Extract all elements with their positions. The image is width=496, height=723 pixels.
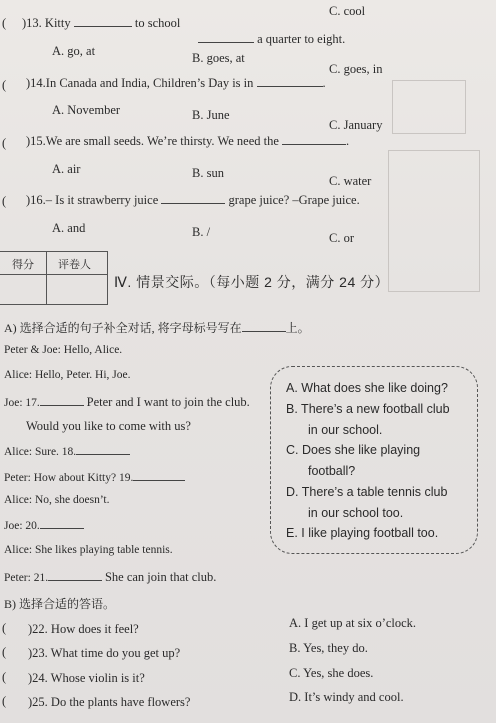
- q16-option-c: C. or: [329, 231, 354, 245]
- option-a: A. What does she like doing?: [286, 381, 448, 395]
- option-b-cont: in our school.: [308, 423, 383, 437]
- dialogue-line: Alice: She likes playing table tennis.: [4, 544, 173, 556]
- q15-option-c: C. water: [329, 174, 372, 188]
- q13-option-c: C. goes, in: [329, 62, 383, 76]
- answer-blank[interactable]: [74, 16, 132, 27]
- option-c: C. Does she like playing: [286, 443, 421, 457]
- answer-blank[interactable]: [76, 444, 130, 455]
- dialogue-line: Would you like to come with us?: [26, 419, 191, 433]
- q13-option-b: B. goes, at: [192, 51, 245, 65]
- q13-option-a: A. go, at: [52, 44, 96, 58]
- part-a-instruction: A) 选择合适的句子补全对话, 将字母标号写在 上。: [4, 321, 310, 335]
- answer-blank[interactable]: [40, 518, 84, 529]
- option-cool: C. cool: [329, 4, 366, 18]
- question-16: )16.– Is it strawberry juice grape juice? –Grape juice.: [26, 193, 360, 207]
- q16-option-b: B. /: [192, 225, 211, 239]
- option-d-cont: in our school too.: [308, 506, 404, 520]
- answer-paren: (: [2, 645, 7, 659]
- score-table: [0, 251, 108, 305]
- question-22: )22. How does it feel?: [28, 622, 139, 636]
- answer-paren: (: [2, 621, 7, 635]
- dialogue-line: Joe: 17. Peter and I want to join the club.: [4, 395, 250, 409]
- question-15: )15.We are small seeds. We’re thirsty. We need the .: [26, 134, 350, 148]
- bleed-through-table-2: [388, 150, 480, 292]
- bleed-through-table: [392, 80, 466, 134]
- q14-option-b: B. June: [192, 108, 230, 122]
- answer-c: C. Yes, she does.: [289, 666, 374, 680]
- answer-blank[interactable]: [161, 193, 225, 204]
- dialogue-line: Peter & Joe: Hello, Alice.: [4, 344, 123, 356]
- part-b-instruction: B) 选择合适的答语。: [4, 597, 116, 611]
- q14-option-a: A. November: [52, 103, 121, 117]
- dialogue-line: Alice: No, she doesn’t.: [4, 494, 110, 506]
- answer-blank[interactable]: [48, 570, 102, 581]
- answer-blank[interactable]: [282, 134, 346, 145]
- dialogue-line: Peter: How about Kitty? 19.: [4, 470, 185, 484]
- answer-paren: (: [2, 194, 7, 208]
- question-14: )14.In Canada and India, Children’s Day is in .: [26, 76, 326, 90]
- q15-option-b: B. sun: [192, 166, 224, 180]
- dialogue-line: Peter: 21. She can join that club.: [4, 570, 217, 584]
- question-24: )24. Whose violin is it?: [28, 671, 145, 685]
- option-b: B. There’s a new football club: [286, 402, 450, 416]
- answer-paren: (: [2, 16, 7, 30]
- answer-blank[interactable]: [257, 76, 323, 87]
- answer-blank[interactable]: [198, 32, 254, 43]
- answer-paren: (: [2, 78, 7, 92]
- question-25: )25. Do the plants have flowers?: [28, 695, 191, 709]
- dialogue-line: Alice: Hello, Peter. Hi, Joe.: [4, 369, 131, 381]
- question-23: )23. What time do you get up?: [28, 646, 181, 660]
- q14-option-c: C. January: [329, 118, 383, 132]
- dialogue-line: Alice: Sure. 18.: [4, 444, 130, 458]
- option-c-cont: football?: [308, 464, 356, 478]
- answer-paren: (: [2, 136, 7, 150]
- question-13-cont: a quarter to eight.: [198, 32, 345, 47]
- section-title: Ⅳ. 情景交际。（每小题 2 分，满分 24 分）: [114, 274, 390, 290]
- answer-d: D. It’s windy and cool.: [289, 690, 404, 704]
- answer-blank[interactable]: [40, 395, 84, 406]
- grader-label: 评卷人: [58, 259, 91, 271]
- option-e: E. I like playing football too.: [286, 526, 439, 540]
- answer-blank[interactable]: [133, 470, 185, 481]
- option-d: D. There’s a table tennis club: [286, 485, 448, 499]
- q16-option-a: A. and: [52, 221, 86, 235]
- q15-option-a: A. air: [52, 162, 81, 176]
- answer-b: B. Yes, they do.: [289, 641, 368, 655]
- question-13: )13. Kitty to school: [22, 16, 181, 30]
- answer-paren: (: [2, 670, 7, 684]
- dialogue-line: Joe: 20.: [4, 518, 84, 532]
- score-label: 得分: [12, 259, 34, 271]
- answer-blank: [242, 321, 286, 332]
- answer-paren: (: [2, 694, 7, 708]
- answer-a: A. I get up at six o’clock.: [289, 616, 417, 630]
